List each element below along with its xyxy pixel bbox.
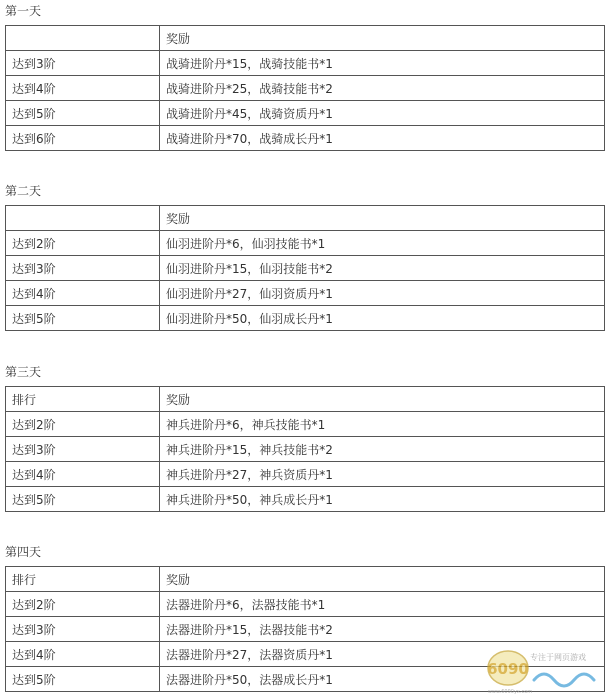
day-title: 第二天 [5, 184, 42, 198]
row-reward: 仙羽进阶丹*50，仙羽成长丹*1 [160, 306, 605, 331]
svg-text:www.6090yx.com: www.6090yx.com [487, 689, 533, 695]
day-title: 第一天 [5, 4, 42, 18]
row-reward: 战骑进阶丹*45，战骑资质丹*1 [160, 101, 605, 126]
table-row [6, 412, 605, 437]
reward-table-day2 [5, 205, 605, 331]
table-row [6, 617, 605, 642]
row-level: 达到4阶 [6, 642, 160, 667]
header-rank: 排行 [6, 387, 160, 412]
row-reward: 战骑进阶丹*25，战骑技能书*2 [160, 76, 605, 101]
row-reward: 战骑进阶丹*70，战骑成长丹*1 [160, 126, 605, 151]
table-row [6, 306, 605, 331]
table-header-row [6, 387, 605, 412]
day-title: 第三天 [5, 365, 42, 379]
row-reward: 仙羽进阶丹*27，仙羽资质丹*1 [160, 281, 605, 306]
row-level: 达到4阶 [6, 76, 160, 101]
table-row [6, 592, 605, 617]
row-reward: 法器进阶丹*27，法器资质丹*1 [160, 642, 605, 667]
header-rank [6, 26, 160, 51]
header-rank [6, 206, 160, 231]
row-reward: 仙羽进阶丹*6，仙羽技能书*1 [160, 231, 605, 256]
table-header-row [6, 26, 605, 51]
day-title: 第四天 [5, 545, 42, 559]
row-reward: 神兵进阶丹*27，神兵资质丹*1 [160, 462, 605, 487]
row-reward: 神兵进阶丹*6，神兵技能书*1 [160, 412, 605, 437]
row-level: 达到3阶 [6, 256, 160, 281]
row-level: 达到5阶 [6, 487, 160, 512]
row-level: 达到6阶 [6, 126, 160, 151]
row-level: 达到2阶 [6, 231, 160, 256]
svg-text:6090: 6090 [487, 660, 529, 678]
table-row [6, 101, 605, 126]
row-level: 达到2阶 [6, 412, 160, 437]
table-row [6, 51, 605, 76]
row-level: 达到4阶 [6, 462, 160, 487]
row-reward: 法器进阶丹*50，法器成长丹*1 [160, 667, 605, 692]
row-reward: 神兵进阶丹*15，神兵技能书*2 [160, 437, 605, 462]
row-level: 达到3阶 [6, 617, 160, 642]
table-header-row [6, 567, 605, 592]
site-watermark-logo [484, 646, 604, 696]
table-row [6, 256, 605, 281]
row-level: 达到4阶 [6, 281, 160, 306]
table-row [6, 126, 605, 151]
row-level: 达到5阶 [6, 306, 160, 331]
table-row [6, 281, 605, 306]
row-level: 达到3阶 [6, 437, 160, 462]
reward-table-day3 [5, 386, 605, 512]
row-level: 达到5阶 [6, 667, 160, 692]
table-header-row [6, 206, 605, 231]
table-row [6, 231, 605, 256]
reward-table-day1 [5, 25, 605, 151]
row-level: 达到3阶 [6, 51, 160, 76]
row-reward: 法器进阶丹*6，法器技能书*1 [160, 592, 605, 617]
table-row [6, 462, 605, 487]
row-level: 达到5阶 [6, 101, 160, 126]
svg-text:专注于网页游戏: 专注于网页游戏 [530, 653, 586, 662]
header-reward: 奖励 [160, 26, 605, 51]
table-row [6, 437, 605, 462]
row-reward: 神兵进阶丹*50，神兵成长丹*1 [160, 487, 605, 512]
table-row [6, 487, 605, 512]
header-reward: 奖励 [160, 206, 605, 231]
table-row [6, 76, 605, 101]
header-reward: 奖励 [160, 387, 605, 412]
header-rank: 排行 [6, 567, 160, 592]
row-level: 达到2阶 [6, 592, 160, 617]
row-reward: 法器进阶丹*15，法器技能书*2 [160, 617, 605, 642]
row-reward: 战骑进阶丹*15，战骑技能书*1 [160, 51, 605, 76]
row-reward: 仙羽进阶丹*15，仙羽技能书*2 [160, 256, 605, 281]
header-reward: 奖励 [160, 567, 605, 592]
